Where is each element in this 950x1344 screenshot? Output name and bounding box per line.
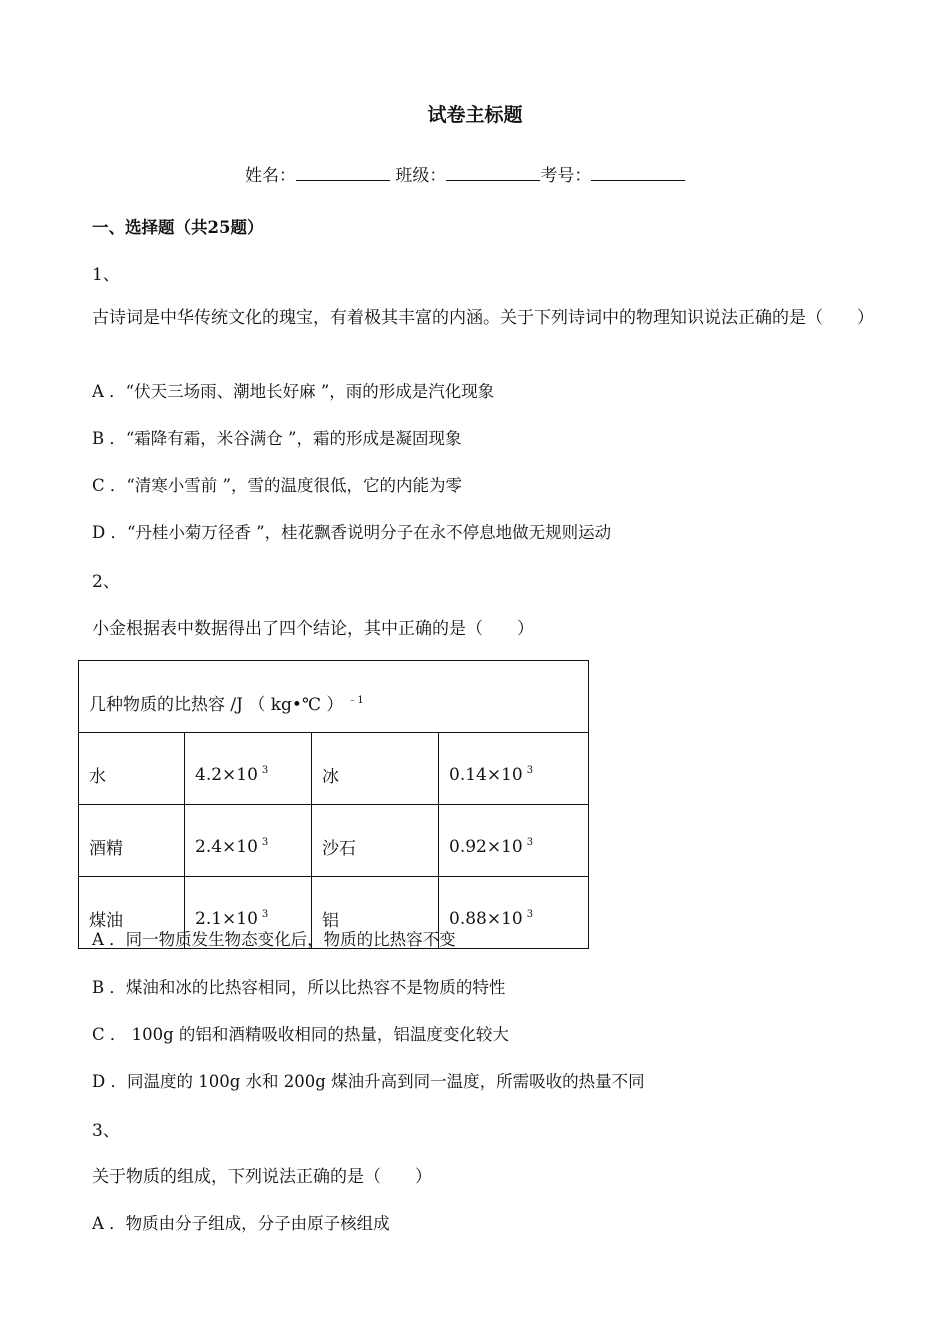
table-cell: 4.2×10 $^3$ — [185, 733, 312, 805]
table-cell: 煤油 — [79, 877, 185, 949]
table-cell: 冰 — [312, 733, 439, 805]
section-heading: 一、选择题（共25题） — [92, 218, 264, 237]
table-cell: 0.92×10 $^3$ — [439, 805, 589, 877]
name-blank[interactable] — [296, 166, 390, 181]
table-row — [79, 805, 589, 877]
student-info-line — [245, 161, 685, 186]
table-cell: 0.14×10 $^3$ — [439, 733, 589, 805]
table-cell: 水 — [79, 733, 185, 805]
question-1-text: 古诗词是中华传统文化的瑰宝，有着极其丰富的内涵。关于下列诗词中的物理知识说法正确的是（ ） — [92, 308, 874, 328]
table-header-row — [79, 661, 589, 733]
exam-no-blank[interactable] — [591, 166, 685, 181]
table-cell: 沙石 — [312, 805, 439, 877]
exam-no-label: 考号： — [540, 166, 592, 186]
question-3-text: 关于物质的组成，下列说法正确的是（ ） — [92, 1167, 432, 1187]
question-3-option-a[interactable]: A ．物质由分子组成，分子由原子核组成 — [92, 1214, 390, 1233]
table-row — [79, 733, 589, 805]
question-2-option-d[interactable]: D ．同温度的 100g 水和 200g 煤油升高到同一温度，所需吸收的热量不同 — [92, 1072, 645, 1091]
question-2-option-b[interactable]: B ．煤油和冰的比热容相同，所以比热容不是物质的特性 — [92, 978, 506, 997]
name-label: 姓名： — [245, 166, 296, 186]
question-2-option-c[interactable]: C ． 100g 的铝和酒精吸收相同的热量，铝温度变化较大 — [92, 1025, 509, 1044]
question-1-option-b[interactable]: B ．“霜降有霜，米谷满仓 ”，霜的形成是凝固现象 — [92, 429, 462, 448]
question-2-text: 小金根据表中数据得出了四个结论，其中正确的是（ ） — [92, 619, 534, 639]
specific-heat-table — [78, 660, 589, 949]
question-3-number: 3、 — [92, 1121, 120, 1141]
class-blank[interactable] — [446, 166, 540, 181]
table-header-sup: ﹣1 — [347, 695, 364, 706]
question-2-option-a[interactable]: A ．同一物质发生物态变化后，物质的比热容不变 — [92, 930, 456, 949]
question-1-number: 1、 — [92, 265, 120, 285]
question-2-number: 2、 — [92, 572, 120, 592]
table-header-cell — [79, 661, 589, 733]
table-cell: 2.4×10 $^3$ — [185, 805, 312, 877]
table-cell: 0.88×10 $^3$ — [439, 877, 589, 949]
class-label: 班级： — [395, 166, 447, 186]
question-1-option-d[interactable]: D ．“丹桂小菊万径香 ”，桂花飘香说明分子在永不停息地做无规则运动 — [92, 523, 612, 542]
table-cell: 酒精 — [79, 805, 185, 877]
question-1-option-a[interactable]: A ．“伏天三场雨、潮地长好麻 ”，雨的形成是汽化现象 — [92, 382, 495, 401]
page-title: 试卷主标题 — [427, 104, 523, 126]
table-header-text: 几种物质的比热容 /J （ kg•℃ ） — [89, 695, 344, 715]
question-1-option-c[interactable]: C ．“清寒小雪前 ”，雪的温度很低，它的内能为零 — [92, 476, 462, 495]
table-cell: 2.1×10 $^3$ — [185, 877, 312, 949]
table-cell: 铝 — [312, 877, 439, 949]
